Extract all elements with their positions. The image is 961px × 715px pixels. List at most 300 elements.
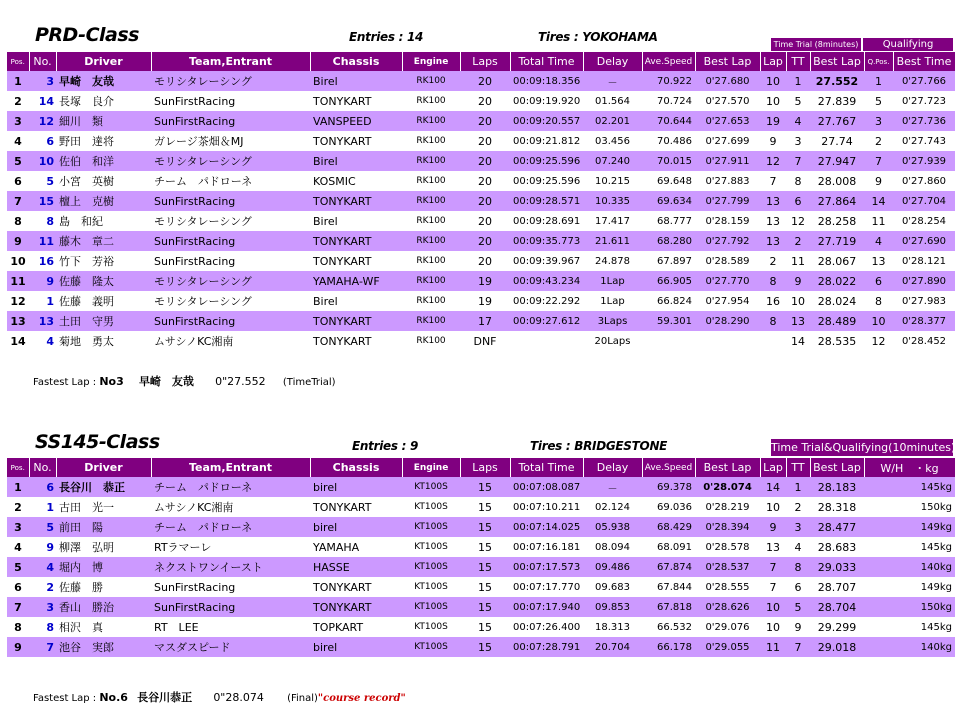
- cell-car-no: 4: [29, 557, 56, 577]
- cell-best-lap: 0'27.699: [695, 131, 760, 151]
- col-tt-best-lap: Best Lap: [810, 458, 864, 477]
- fastest-lap-no: No3: [99, 375, 124, 388]
- cell-tt: 6: [786, 577, 810, 597]
- cell-delay: 1Lap: [583, 291, 642, 311]
- cell-laps: 20: [460, 111, 510, 131]
- course-record-note: "course record": [317, 693, 406, 704]
- table-row: [7, 597, 955, 617]
- cell-team: ムサシノKC湘南: [151, 331, 310, 351]
- cell-lap: 10: [760, 597, 786, 617]
- cell-weight: 140kg: [864, 557, 955, 577]
- cell-tt: 2: [786, 231, 810, 251]
- cell-q-best-time: 0'27.690: [893, 231, 955, 251]
- cell-chassis: TONYKART: [310, 331, 402, 351]
- cell-team: モリシタレーシング: [151, 291, 310, 311]
- cell-tt-best-lap: 29.018: [810, 637, 864, 657]
- cell-engine: KT100S: [402, 617, 460, 637]
- cell-engine: RK100: [402, 291, 460, 311]
- cell-ave-speed: [642, 331, 695, 351]
- cell-lap: 16: [760, 291, 786, 311]
- cell-q-best-time: 0'28.377: [893, 311, 955, 331]
- cell-chassis: TONYKART: [310, 191, 402, 211]
- cell-best-lap: 0'28.290: [695, 311, 760, 331]
- cell-tt: 5: [786, 91, 810, 111]
- cell-chassis: Birel: [310, 151, 402, 171]
- cell-team: ネクストワンイースト: [151, 557, 310, 577]
- col-chassis: Chassis: [310, 458, 402, 477]
- col-weight: W/H ・kg: [864, 458, 955, 477]
- cell-car-no: 13: [29, 311, 56, 331]
- cell-team: SunFirstRacing: [151, 231, 310, 251]
- table-row: [7, 637, 955, 657]
- fastest-lap-label: Fastest Lap :: [33, 377, 100, 388]
- cell-tt-best-lap: 27.864: [810, 191, 864, 211]
- cell-total-time: 00:07:17.940: [510, 597, 583, 617]
- cell-driver: 藤木 章二: [56, 231, 151, 251]
- cell-tt: 7: [786, 637, 810, 657]
- cell-team: SunFirstRacing: [151, 91, 310, 111]
- cell-ave-speed: 70.486: [642, 131, 695, 151]
- cell-driver: 柳澤 弘明: [56, 537, 151, 557]
- cell-pos: 5: [7, 557, 29, 577]
- cell-car-no: 3: [29, 597, 56, 617]
- cell-weight: 150kg: [864, 597, 955, 617]
- cell-best-lap: 0'27.954: [695, 291, 760, 311]
- cell-driver: 島 和紀: [56, 211, 151, 231]
- cell-laps: 20: [460, 91, 510, 111]
- cell-driver: 竹下 芳裕: [56, 251, 151, 271]
- cell-total-time: 00:07:28.791: [510, 637, 583, 657]
- cell-ave-speed: 70.015: [642, 151, 695, 171]
- cell-total-time: 00:07:17.770: [510, 577, 583, 597]
- fastest-lap-driver: 長谷川恭正: [137, 691, 193, 704]
- col-driver: Driver: [56, 458, 151, 477]
- cell-driver: 細川 類: [56, 111, 151, 131]
- cell-best-lap: 0'27.653: [695, 111, 760, 131]
- cell-laps: 15: [460, 537, 510, 557]
- table-row: [7, 231, 955, 251]
- cell-engine: RK100: [402, 111, 460, 131]
- cell-ave-speed: 69.634: [642, 191, 695, 211]
- cell-delay: 20Laps: [583, 331, 642, 351]
- cell-tt-best-lap: 28.477: [810, 517, 864, 537]
- cell-lap: 12: [760, 151, 786, 171]
- cell-team: RT LEE: [151, 617, 310, 637]
- cell-delay: －: [583, 477, 642, 497]
- cell-tt: 1: [786, 477, 810, 497]
- cell-total-time: 00:09:28.571: [510, 191, 583, 211]
- cell-ave-speed: 68.777: [642, 211, 695, 231]
- table-row: [7, 331, 955, 351]
- cell-lap: 2: [760, 251, 786, 271]
- cell-tt-best-lap: 27.74: [810, 131, 864, 151]
- cell-delay: 02.124: [583, 497, 642, 517]
- cell-chassis: YAMAHA-WF: [310, 271, 402, 291]
- cell-tt: 5: [786, 597, 810, 617]
- cell-pos: 3: [7, 111, 29, 131]
- table-row: [7, 211, 955, 231]
- cell-total-time: 00:09:25.596: [510, 171, 583, 191]
- cell-pos: 11: [7, 271, 29, 291]
- cell-weight: 145kg: [864, 537, 955, 557]
- cell-best-lap: 0'29.055: [695, 637, 760, 657]
- cell-team: SunFirstRacing: [151, 191, 310, 211]
- time-trial-group-header: Time Trial (8minutes): [770, 37, 862, 52]
- cell-total-time: 00:09:27.612: [510, 311, 583, 331]
- cell-team: モリシタレーシング: [151, 271, 310, 291]
- cell-tt-best-lap: 28.183: [810, 477, 864, 497]
- cell-q-pos: 3: [864, 111, 893, 131]
- cell-lap: 9: [760, 517, 786, 537]
- cell-lap: 19: [760, 111, 786, 131]
- cell-best-lap: 0'28.159: [695, 211, 760, 231]
- cell-weight: 140kg: [864, 637, 955, 657]
- cell-tt-best-lap: 29.299: [810, 617, 864, 637]
- cell-chassis: Birel: [310, 71, 402, 91]
- cell-tt: 3: [786, 131, 810, 151]
- cell-weight: 145kg: [864, 617, 955, 637]
- table-row: [7, 537, 955, 557]
- cell-q-best-time: 0'28.254: [893, 211, 955, 231]
- cell-delay: 03.456: [583, 131, 642, 151]
- table-row: [7, 497, 955, 517]
- cell-driver: 佐伯 和洋: [56, 151, 151, 171]
- cell-laps: 15: [460, 617, 510, 637]
- cell-q-pos: 6: [864, 271, 893, 291]
- cell-laps: 15: [460, 477, 510, 497]
- col-pos: Pos.: [7, 52, 29, 71]
- cell-chassis: Birel: [310, 291, 402, 311]
- tires-label: Tires : YOKOHAMA: [538, 30, 658, 44]
- cell-laps: 20: [460, 171, 510, 191]
- cell-tt-best-lap: 28.683: [810, 537, 864, 557]
- cell-pos: 2: [7, 91, 29, 111]
- cell-ave-speed: 68.091: [642, 537, 695, 557]
- cell-tt: 8: [786, 171, 810, 191]
- cell-total-time: 00:09:19.920: [510, 91, 583, 111]
- table-row: [7, 477, 955, 497]
- cell-car-no: 9: [29, 537, 56, 557]
- prd-results-table: [7, 52, 956, 351]
- cell-team: RTラマーレ: [151, 537, 310, 557]
- cell-q-pos: 7: [864, 151, 893, 171]
- cell-engine: KT100S: [402, 537, 460, 557]
- cell-tt: 9: [786, 617, 810, 637]
- cell-pos: 13: [7, 311, 29, 331]
- cell-delay: 01.564: [583, 91, 642, 111]
- cell-chassis: TONYKART: [310, 251, 402, 271]
- cell-tt-best-lap: 27.552: [810, 71, 864, 91]
- cell-driver: 小宮 英樹: [56, 171, 151, 191]
- table-row: [7, 251, 955, 271]
- cell-laps: 15: [460, 497, 510, 517]
- table-row: [7, 71, 955, 91]
- cell-ave-speed: 68.280: [642, 231, 695, 251]
- cell-tt-best-lap: 28.008: [810, 171, 864, 191]
- cell-engine: KT100S: [402, 517, 460, 537]
- cell-tt: 3: [786, 517, 810, 537]
- cell-engine: RK100: [402, 311, 460, 331]
- col-q-best-time: Best Time: [893, 52, 955, 71]
- col-best-lap: Best Lap: [695, 458, 760, 477]
- cell-chassis: Birel: [310, 211, 402, 231]
- cell-car-no: 5: [29, 171, 56, 191]
- cell-ave-speed: 70.724: [642, 91, 695, 111]
- cell-engine: KT100S: [402, 557, 460, 577]
- cell-best-lap: 0'29.076: [695, 617, 760, 637]
- cell-chassis: KOSMIC: [310, 171, 402, 191]
- cell-laps: 20: [460, 131, 510, 151]
- cell-tt: 2: [786, 497, 810, 517]
- cell-lap: 13: [760, 211, 786, 231]
- cell-car-no: 10: [29, 151, 56, 171]
- cell-tt-best-lap: 27.947: [810, 151, 864, 171]
- table-row: [7, 191, 955, 211]
- table-row: [7, 311, 955, 331]
- cell-tt-best-lap: 27.839: [810, 91, 864, 111]
- cell-tt: 4: [786, 537, 810, 557]
- cell-total-time: 00:07:16.181: [510, 537, 583, 557]
- time-trial-qualifying-group-header: Time Trial&Qualifying(10minutes): [770, 438, 954, 457]
- cell-driver: 長谷川 恭正: [56, 477, 151, 497]
- cell-pos: 1: [7, 477, 29, 497]
- cell-laps: DNF: [460, 331, 510, 351]
- cell-lap: 8: [760, 311, 786, 331]
- cell-lap: 10: [760, 617, 786, 637]
- cell-tt-best-lap: 29.033: [810, 557, 864, 577]
- cell-car-no: 1: [29, 291, 56, 311]
- cell-lap: 11: [760, 637, 786, 657]
- cell-ave-speed: 69.378: [642, 477, 695, 497]
- cell-car-no: 9: [29, 271, 56, 291]
- cell-driver: 菊地 勇太: [56, 331, 151, 351]
- table-row: [7, 151, 955, 171]
- cell-chassis: birel: [310, 477, 402, 497]
- cell-lap: 9: [760, 131, 786, 151]
- cell-pos: 6: [7, 577, 29, 597]
- cell-total-time: 00:07:10.211: [510, 497, 583, 517]
- entries-label: Entries : 9: [352, 439, 418, 453]
- cell-lap: 13: [760, 231, 786, 251]
- col-laps: Laps: [460, 52, 510, 71]
- cell-q-pos: 10: [864, 311, 893, 331]
- cell-total-time: 00:09:22.292: [510, 291, 583, 311]
- table-row: [7, 171, 955, 191]
- cell-engine: RK100: [402, 91, 460, 111]
- cell-delay: 09.853: [583, 597, 642, 617]
- cell-lap: 8: [760, 271, 786, 291]
- cell-q-pos: 14: [864, 191, 893, 211]
- cell-q-best-time: 0'27.939: [893, 151, 955, 171]
- cell-lap: 7: [760, 557, 786, 577]
- cell-laps: 20: [460, 151, 510, 171]
- cell-tt-best-lap: 28.022: [810, 271, 864, 291]
- cell-q-best-time: 0'27.736: [893, 111, 955, 131]
- cell-laps: 20: [460, 191, 510, 211]
- cell-tt: 4: [786, 111, 810, 131]
- cell-weight: 145kg: [864, 477, 955, 497]
- cell-driver: 長塚 良介: [56, 91, 151, 111]
- cell-total-time: 00:07:17.573: [510, 557, 583, 577]
- fastest-lap-label: Fastest Lap :: [33, 693, 100, 704]
- col-laps: Laps: [460, 458, 510, 477]
- cell-ave-speed: 66.905: [642, 271, 695, 291]
- cell-chassis: TONYKART: [310, 497, 402, 517]
- cell-pos: 2: [7, 497, 29, 517]
- cell-team: ガレージ茶畑＆MJ: [151, 131, 310, 151]
- cell-best-lap: 0'27.680: [695, 71, 760, 91]
- fastest-lap-note: (TimeTrial): [282, 377, 336, 388]
- cell-team: チーム パドローネ: [151, 477, 310, 497]
- cell-ave-speed: 70.922: [642, 71, 695, 91]
- cell-chassis: TONYKART: [310, 131, 402, 151]
- ss145-results-table: [7, 458, 956, 657]
- cell-ave-speed: 69.036: [642, 497, 695, 517]
- cell-best-lap: 0'27.792: [695, 231, 760, 251]
- cell-car-no: 12: [29, 111, 56, 131]
- cell-ave-speed: 66.178: [642, 637, 695, 657]
- cell-best-lap: 0'28.219: [695, 497, 760, 517]
- fastest-lap-note: (Final): [287, 693, 318, 704]
- cell-lap: 7: [760, 577, 786, 597]
- cell-tt: 7: [786, 151, 810, 171]
- cell-lap: 13: [760, 537, 786, 557]
- cell-lap: 13: [760, 191, 786, 211]
- table-header-row: [7, 52, 955, 71]
- cell-laps: 19: [460, 291, 510, 311]
- col-tt-best-lap: Best Lap: [810, 52, 864, 71]
- cell-q-best-time: 0'27.766: [893, 71, 955, 91]
- cell-ave-speed: 59.301: [642, 311, 695, 331]
- col-no: No.: [29, 52, 56, 71]
- cell-delay: 24.878: [583, 251, 642, 271]
- table-row: [7, 517, 955, 537]
- cell-best-lap: 0'28.074: [695, 477, 760, 497]
- cell-q-best-time: 0'27.743: [893, 131, 955, 151]
- cell-team: ムサシノKC湘南: [151, 497, 310, 517]
- table-row: [7, 111, 955, 131]
- cell-team: SunFirstRacing: [151, 597, 310, 617]
- cell-total-time: 00:09:35.773: [510, 231, 583, 251]
- cell-lap: 10: [760, 91, 786, 111]
- cell-total-time: 00:09:25.596: [510, 151, 583, 171]
- cell-q-best-time: 0'28.121: [893, 251, 955, 271]
- cell-delay: 20.704: [583, 637, 642, 657]
- table-row: [7, 271, 955, 291]
- cell-delay: 10.215: [583, 171, 642, 191]
- cell-pos: 7: [7, 597, 29, 617]
- cell-ave-speed: 70.644: [642, 111, 695, 131]
- cell-team: モリシタレーシング: [151, 211, 310, 231]
- cell-driver: 佐藤 義明: [56, 291, 151, 311]
- cell-laps: 15: [460, 637, 510, 657]
- cell-engine: RK100: [402, 151, 460, 171]
- cell-car-no: 6: [29, 477, 56, 497]
- tires-label: Tires : BRIDGESTONE: [530, 439, 668, 453]
- cell-best-lap: 0'27.883: [695, 171, 760, 191]
- cell-weight: 150kg: [864, 497, 955, 517]
- cell-chassis: TONYKART: [310, 311, 402, 331]
- cell-tt-best-lap: 28.489: [810, 311, 864, 331]
- table-row: [7, 577, 955, 597]
- cell-q-pos: 13: [864, 251, 893, 271]
- cell-engine: RK100: [402, 231, 460, 251]
- cell-pos: 14: [7, 331, 29, 351]
- col-team: Team,Entrant: [151, 52, 310, 71]
- cell-delay: 21.611: [583, 231, 642, 251]
- cell-delay: 10.335: [583, 191, 642, 211]
- cell-ave-speed: 67.844: [642, 577, 695, 597]
- cell-chassis: birel: [310, 517, 402, 537]
- cell-driver: 檀上 克樹: [56, 191, 151, 211]
- col-team: Team,Entrant: [151, 458, 310, 477]
- cell-laps: 20: [460, 231, 510, 251]
- cell-tt-best-lap: 27.719: [810, 231, 864, 251]
- cell-delay: 09.683: [583, 577, 642, 597]
- cell-team: SunFirstRacing: [151, 111, 310, 131]
- cell-delay: 18.313: [583, 617, 642, 637]
- cell-chassis: VANSPEED: [310, 111, 402, 131]
- cell-pos: 4: [7, 131, 29, 151]
- cell-tt-best-lap: 28.535: [810, 331, 864, 351]
- cell-delay: 09.486: [583, 557, 642, 577]
- col-delay: Delay: [583, 458, 642, 477]
- cell-pos: 10: [7, 251, 29, 271]
- cell-best-lap: 0'27.799: [695, 191, 760, 211]
- cell-car-no: 11: [29, 231, 56, 251]
- entries-label: Entries : 14: [349, 30, 424, 44]
- cell-chassis: YAMAHA: [310, 537, 402, 557]
- cell-ave-speed: 67.874: [642, 557, 695, 577]
- cell-q-pos: 5: [864, 91, 893, 111]
- cell-driver: 土田 守男: [56, 311, 151, 331]
- cell-team: モリシタレーシング: [151, 151, 310, 171]
- cell-ave-speed: 67.897: [642, 251, 695, 271]
- table-row: [7, 617, 955, 637]
- cell-total-time: 00:09:28.691: [510, 211, 583, 231]
- cell-car-no: 5: [29, 517, 56, 537]
- cell-driver: 香山 勝治: [56, 597, 151, 617]
- cell-pos: 8: [7, 211, 29, 231]
- cell-engine: RK100: [402, 251, 460, 271]
- cell-laps: 15: [460, 597, 510, 617]
- cell-best-lap: 0'28.589: [695, 251, 760, 271]
- col-pos: Pos.: [7, 458, 29, 477]
- cell-q-pos: 2: [864, 131, 893, 151]
- cell-chassis: TONYKART: [310, 597, 402, 617]
- col-driver: Driver: [56, 52, 151, 71]
- cell-total-time: 00:07:14.025: [510, 517, 583, 537]
- cell-delay: 3Laps: [583, 311, 642, 331]
- cell-team: SunFirstRacing: [151, 311, 310, 331]
- cell-driver: 池谷 実郎: [56, 637, 151, 657]
- cell-car-no: 8: [29, 617, 56, 637]
- cell-car-no: 16: [29, 251, 56, 271]
- cell-tt: 12: [786, 211, 810, 231]
- cell-team: SunFirstRacing: [151, 251, 310, 271]
- cell-weight: 149kg: [864, 577, 955, 597]
- cell-engine: KT100S: [402, 637, 460, 657]
- cell-q-best-time: 0'27.723: [893, 91, 955, 111]
- cell-q-best-time: 0'27.983: [893, 291, 955, 311]
- cell-laps: 15: [460, 557, 510, 577]
- qualifying-group-header: Qualifying: [862, 37, 954, 52]
- col-lap: Lap: [760, 52, 786, 71]
- cell-q-pos: 11: [864, 211, 893, 231]
- ss145-fastest-lap: [33, 689, 406, 705]
- cell-chassis: birel: [310, 637, 402, 657]
- cell-pos: 7: [7, 191, 29, 211]
